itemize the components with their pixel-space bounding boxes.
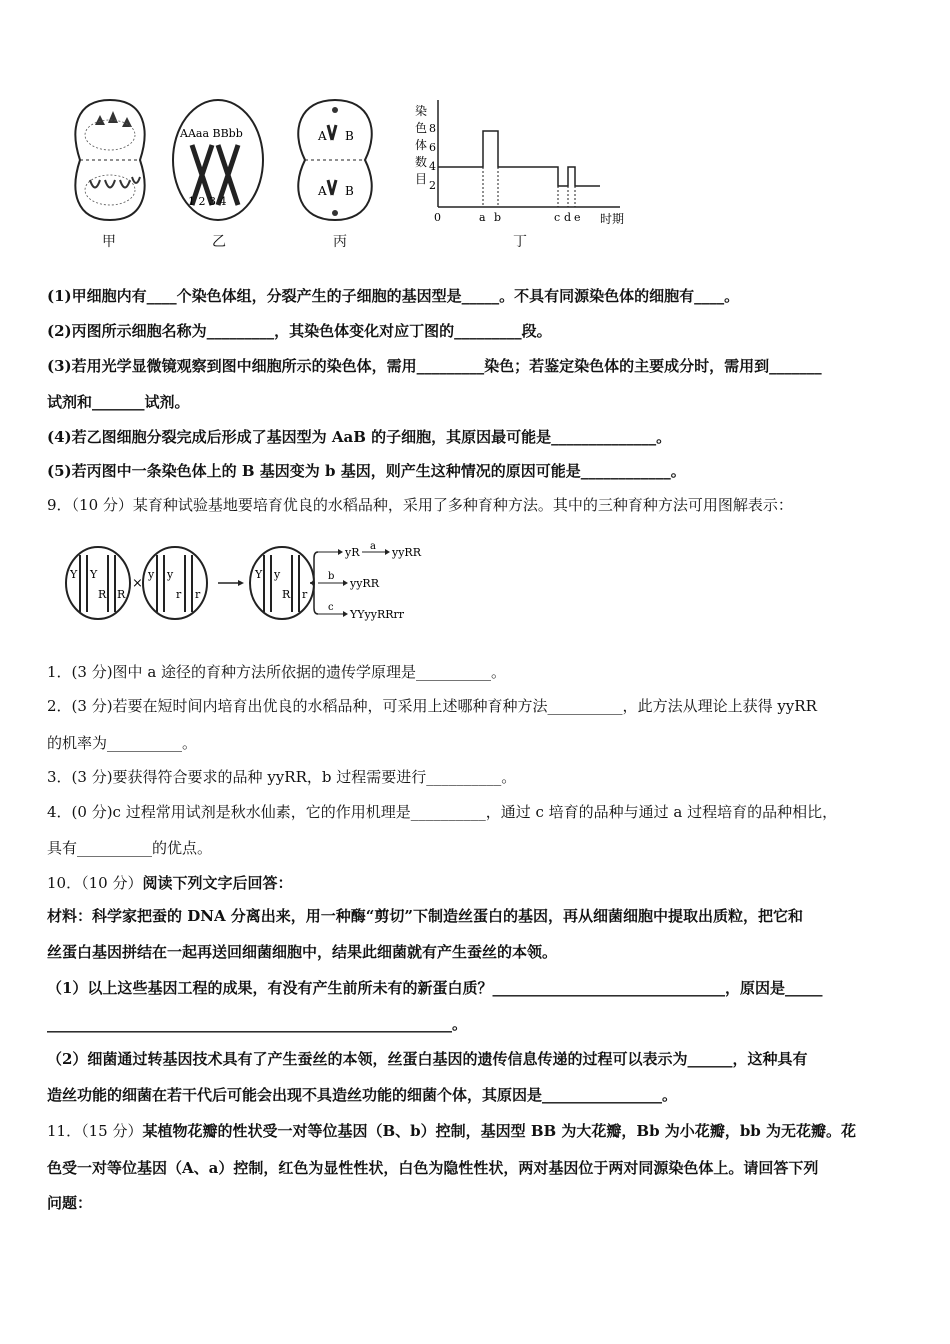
cell-jia [75,100,144,220]
breeding-diagram [60,540,440,630]
graph-xlabel: 时期 [600,212,625,226]
q11-line-2: 色受一对等位基因（A、a）控制，红色为显性性状，白色为隐性性状，两对基因位于两对同源染色体上。请回答下列 [47,1159,819,1177]
q9-sub-1: 1．(3 分)图中 a 途径的育种方法所依据的遗传学原理是__________。 [47,663,507,681]
cell2-allele: r [195,588,201,601]
cell3-allele: Y [255,568,263,581]
cell2-allele: y [167,568,174,581]
bing-gene-label: B [345,129,354,143]
cell1-allele: R [117,588,126,601]
q8-line-5: (4)若乙图细胞分裂完成后形成了基因型为 AaB 的子细胞，其原因最可能是______________。 [47,428,672,446]
q9-sub-2a: 2．(3 分)若要在短时间内培育出优良的水稻品种，可采用上述哪种育种方法__________，此方法从理论上获得 yyRR [47,697,817,715]
q10-q2-a: （2）细菌通过转基因技术具有了产生蚕丝的本领，丝蛋白基因的遗传信息传递的过程可以表示为______，这种具有 [47,1050,808,1068]
branch-a-label: a [370,541,376,552]
q10-instruction: 阅读下列文字后回答： [142,874,293,892]
graph-xtick: a [479,211,486,224]
cell2-allele: r [176,588,182,601]
cell2-allele: y [148,568,155,581]
q9-heading: 9．（10 分）某育种试验基地要培育优良的水稻品种，采用了多种育种方法。其中的三种育种方法可用图解表示： [47,496,793,514]
graph-ytick: 8 [429,122,436,135]
graph-ylabel-char: 染 [415,104,428,118]
cell1-allele: Y [70,568,78,581]
q8-line-1: (1)甲细胞内有____个染色体组，分裂产生的子细胞的基因型是_____。不具有同源染色体的细胞有____。 [47,287,740,305]
yi-gene-labels: AAaa BBbb [180,127,243,140]
q11-line-1 [47,1121,856,1141]
q11-number: 11．（15 分） [47,1122,143,1140]
q9-sub-4b: 具有__________的优点。 [47,839,213,857]
q8-line-3: (3)若用光学显微镜观察到图中细胞所示的染色体，需用_________染色；若鉴定染色体的主要成分时，需用到_______ [47,357,822,375]
q10-q1-a: （1）以上这些基因工程的成果，有没有产生前所未有的新蛋白质？_______________________________，原因是_____ [47,979,823,997]
yi-chromosome-numbers: 1 2 3 4 [188,195,227,208]
cross-symbol: × [132,576,143,591]
q8-line-2: (2)丙图所示细胞名称为_________，其染色体变化对应丁图的_________段。 [47,322,552,340]
branch-c-end: YYyyRRrr [350,608,405,621]
graph-origin: 0 [434,211,441,224]
branch-b-label: b [328,571,335,582]
chromosome-count-graph [415,100,624,226]
q8-line-6: (5)若丙图中一条染色体上的 B 基因变为 b 基因，则产生这种情况的原因可能是____________。 [47,462,686,480]
q10-q2-b: 造丝功能的细菌在若干代后可能会出现不具造丝功能的细菌个体，其原因是________________。 [47,1086,678,1104]
graph-xtick: b [494,211,502,224]
cell-yi [173,100,263,220]
cell1-allele: R [98,588,107,601]
branch-a-mid: yR [345,546,360,559]
graph-ytick: 6 [429,141,436,154]
q10-q1-b: ______________________________________________________。 [47,1015,468,1033]
q10-heading [47,873,292,893]
graph-ylabel-char: 体 [415,138,428,152]
cell-bing [298,100,372,220]
graph-ylabel-char: 目 [415,172,428,186]
cell1-allele: Y [90,568,98,581]
q10-material-2: 丝蛋白基因拼结在一起再送回细菌细胞中，结果此细菌就有产生蚕丝的本领。 [47,943,558,961]
cell3-allele: R [282,588,291,601]
graph-xtick: c [554,211,561,224]
graph-ylabel-char: 色 [415,121,428,135]
graph-ylabel-char: 数 [415,155,428,169]
cell3-allele: y [274,568,281,581]
cell3-allele: r [302,588,308,601]
bing-gene-label: A [318,184,327,198]
meiosis-figure [60,95,660,255]
graph-ytick: 4 [429,160,436,173]
q9-sub-4a: 4．(0 分)c 过程常用试剂是秋水仙素，它的作用机理是__________，通过 c 培育的品种与通过 a 过程培育的品种相比， [47,803,838,821]
branch-c-label: c [328,602,334,613]
label-yi: 乙 [212,234,226,250]
label-bing: 丙 [333,234,347,250]
branch-a-end: yyRR [392,546,421,559]
q9-sub-2b: 的机率为__________。 [47,734,198,752]
q11-line-3: 问题： [47,1194,93,1212]
q8-line-4: 试剂和_______试剂。 [47,393,190,411]
bing-gene-label: A [318,129,327,143]
branch-b-end: yyRR [350,577,379,590]
label-jia: 甲 [102,234,116,250]
graph-ytick: 2 [429,179,436,192]
q9-sub-3: 3．(3 分)要获得符合要求的品种 yyRR，b 过程需要进行__________。 [47,768,517,786]
q11-text-1: 某植物花瓣的性状受一对等位基因（B、b）控制，基因型 BB 为大花瓣，Bb 为小花瓣，bb 为无花瓣。花 [142,1122,857,1140]
q10-material-1: 材料：科学家把蚕的 DNA 分离出来，用一种酶“剪切”下制造丝蛋白的基因，再从细菌细胞中提取出质粒，把它和 [47,907,804,925]
bing-gene-label: B [345,184,354,198]
label-ding: 丁 [513,234,527,250]
graph-xtick: d [564,211,572,224]
graph-xtick: e [574,211,581,224]
q10-number: 10．（10 分） [47,874,143,892]
